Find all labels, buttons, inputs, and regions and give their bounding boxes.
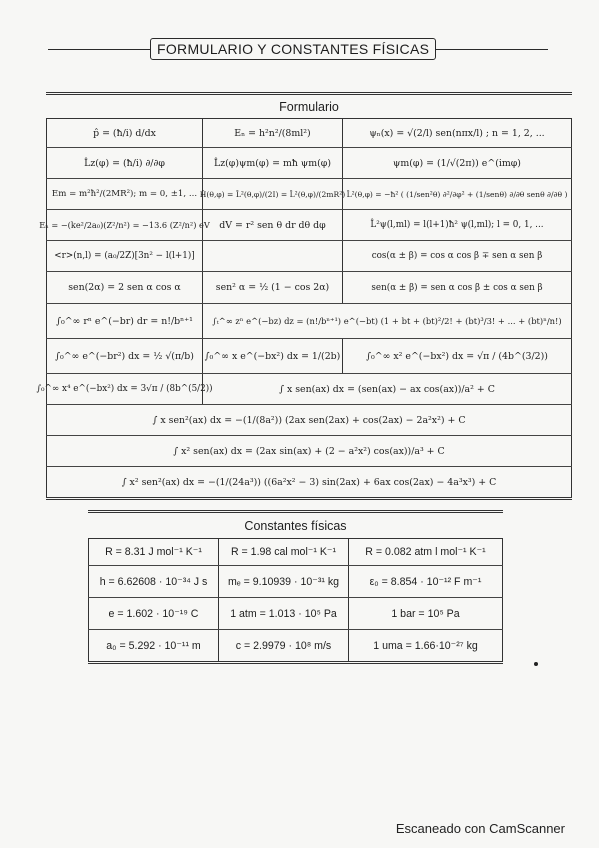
formula-cell (202, 241, 342, 271)
constant-cell: c = 2.9979 · 10⁸ m/s (218, 630, 348, 661)
constant-cell: h = 6.62608 · 10⁻³⁴ J s (88, 566, 218, 597)
formula-row (36, 374, 572, 405)
formula-row (46, 148, 572, 179)
constant-cell: e = 1.602 · 10⁻¹⁹ C (88, 598, 218, 629)
constant-cell: R = 8.31 J mol⁻¹ K⁻¹ (88, 539, 218, 565)
formula-row (39, 210, 572, 241)
formula-cell: dV = r² sen θ dr dθ dφ (202, 210, 342, 240)
formula-row (46, 304, 572, 339)
constantes-caption: Constantes físicas (244, 519, 347, 533)
formula-row (46, 241, 572, 272)
formula-cell: L̂z(φ) = (ħ/i) ∂/∂φ (46, 148, 202, 178)
formula-cell: Ĥ(θ,φ) = L̂²(θ,φ)/(2I) = L̂²(θ,φ)/(2mR²) (202, 179, 342, 209)
constantes-table (88, 538, 503, 664)
constant-cell: mₑ = 9.10939 · 10⁻³¹ kg (218, 566, 348, 597)
constant-cell: R = 0.082 atm l mol⁻¹ K⁻¹ (348, 539, 503, 565)
formula-cell: L̂²ψ(l,ml) = l(l+1)ħ² ψ(l,ml); l = 0, 1, ... (342, 210, 572, 240)
formula-cell: ψm(φ) = (1/√(2π)) e^(imφ) (342, 148, 572, 178)
constant-row (88, 538, 503, 566)
formula-cell: p̂ = (ħ/i) d/dx (46, 119, 202, 147)
formula-cell: Eₙ = −(ke²/2a₀)(Z²/n²) = −13.6 (Z²/n²) eV (46, 210, 202, 240)
formula-row (46, 467, 572, 500)
formula-cell: ∫ x sen(ax) dx = (sen(ax) − ax cos(ax))/a² + C (202, 374, 572, 404)
constant-cell: 1 uma = 1.66·10⁻²⁷ kg (348, 630, 503, 661)
constant-row (88, 598, 503, 630)
formula-cell: Eₙ = h²n²/(8ml²) (202, 119, 342, 147)
formula-cell: ∫₀^∞ rⁿ e^(−br) dr = n!/bⁿ⁺¹ (46, 304, 202, 338)
formula-cell: L̂²(θ,φ) = −ħ² ( (1/sen²θ) ∂²/∂φ² + (1/senθ) ∂/∂θ senθ ∂/∂θ ) (342, 179, 572, 209)
formula-cell: Em = m²ħ²/(2MR²); m = 0, ±1, ... (46, 179, 202, 209)
formula-cell: ∫₀^∞ x⁴ e^(−bx²) dx = 3√π / (8b^(5/2)) (46, 374, 202, 404)
formulario-caption: Formulario (279, 100, 339, 114)
formula-cell: ∫₀^∞ e^(−br²) dx = ½ √(π/b) (46, 339, 202, 373)
formula-cell: <r>(n,l) = (a₀/2Z)[3n² − l(l+1)] (46, 241, 202, 271)
constant-row (88, 630, 503, 664)
constant-cell: ε₀ = 8.854 · 10⁻¹² F m⁻¹ (348, 566, 503, 597)
formula-cell: ∫ x sen²(ax) dx = −(1/(8a²)) (2ax sen(2ax) + cos(2ax) − 2a²x²) + C (46, 405, 572, 435)
formula-cell: ∫₀^∞ x e^(−bx²) dx = 1/(2b) (202, 339, 342, 373)
formula-cell: sen(α ± β) = sen α cos β ± cos α sen β (342, 272, 572, 303)
formula-cell: ∫ x² sen(ax) dx = (2ax sin(ax) + (2 − a²x²) cos(ax))/a³ + C (46, 436, 572, 466)
formulario-table (36, 118, 572, 500)
camscanner-watermark: Escaneado con CamScanner (395, 821, 565, 836)
formula-cell: sen² α = ½ (1 − cos 2α) (202, 272, 342, 303)
scan-speck (534, 662, 538, 666)
constantes-top-rule (88, 510, 503, 513)
formula-cell: cos(α ± β) = cos α cos β ∓ sen α sen β (342, 241, 572, 271)
formula-cell: sen(2α) = 2 sen α cos α (46, 272, 202, 303)
constant-cell: a₀ = 5.292 · 10⁻¹¹ m (88, 630, 218, 661)
formula-cell: ∫ₜ^∞ zⁿ e^(−bz) dz = (n!/bⁿ⁺¹) e^(−bt) (1 + bt + (bt)²/2! + (bt)³/3! + ... + (bt)ⁿ/n!) (202, 304, 572, 338)
formula-row (46, 179, 572, 210)
formula-cell: ψₙ(x) = √(2/l) sen(nπx/l) ; n = 1, 2, ... (342, 119, 572, 147)
formula-row (46, 405, 572, 436)
formulario-top-rule (46, 92, 572, 95)
page-header (48, 36, 548, 62)
formula-row (46, 339, 572, 374)
constant-cell: 1 atm = 1.013 · 10⁵ Pa (218, 598, 348, 629)
formula-row (46, 272, 572, 304)
formula-cell: L̂z(φ)ψm(φ) = mħ ψm(φ) (202, 148, 342, 178)
formula-row (46, 118, 572, 148)
formula-cell: ∫ x² sen²(ax) dx = −(1/(24a³)) ((6a²x² − 3) sin(2ax) + 6ax cos(2ax) − 4a³x³) + C (46, 467, 572, 497)
constant-row (88, 566, 503, 598)
constant-cell: 1 bar = 10⁵ Pa (348, 598, 503, 629)
formula-cell: ∫₀^∞ x² e^(−bx²) dx = √π / (4b^(3/2)) (342, 339, 572, 373)
page-title: FORMULARIO Y CONSTANTES FÍSICAS (150, 38, 436, 60)
constant-cell: R = 1.98 cal mol⁻¹ K⁻¹ (218, 539, 348, 565)
formula-row (46, 436, 572, 467)
